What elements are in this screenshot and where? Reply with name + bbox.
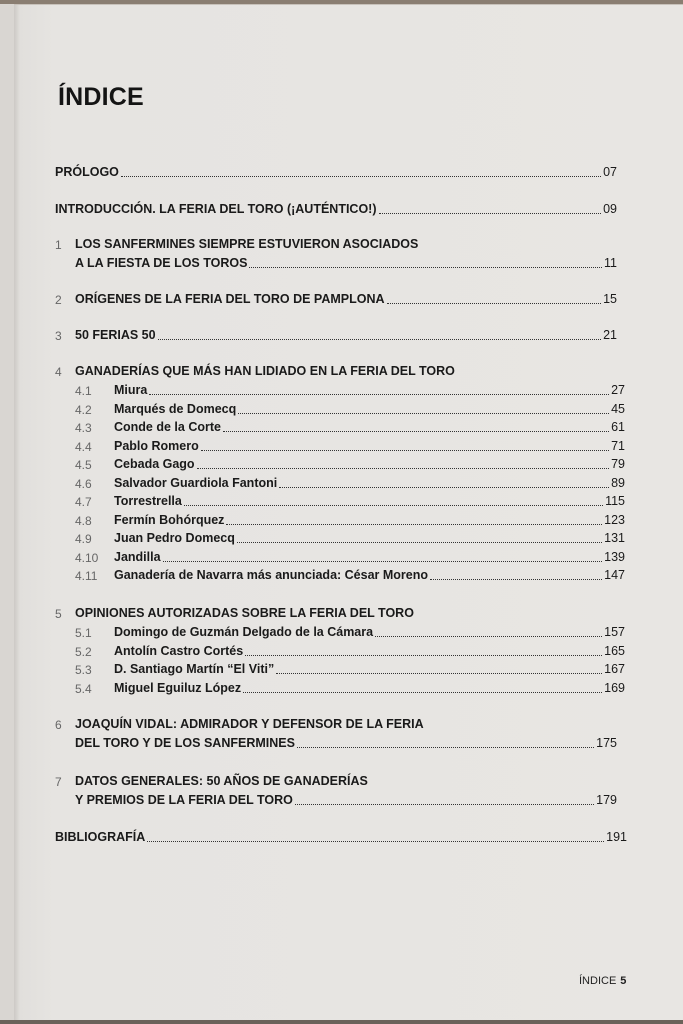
subsection-number: 4.8 [75, 513, 92, 528]
page-footer [579, 975, 626, 987]
chapter-number: 2 [55, 293, 62, 307]
subsection-number: 4.7 [75, 495, 92, 509]
entry-page: 21 [603, 328, 617, 342]
subsection-number: 4.1 [75, 384, 92, 398]
subsection-number: 4.4 [75, 439, 92, 454]
entry-page: 45 [611, 401, 625, 416]
entry-page: 169 [604, 680, 625, 695]
leader-dots [197, 468, 610, 469]
bottom-edge [0, 1020, 683, 1024]
entry-page: 89 [611, 475, 625, 490]
entry-label: 50 FERIAS 50 [75, 328, 156, 342]
entry-label: Miura [114, 383, 148, 397]
entry-label: Juan Pedro Domecq [114, 531, 235, 545]
entry-label: Jandilla [114, 549, 161, 564]
toc-chapter-1[interactable] [75, 255, 617, 271]
entry-page: 09 [603, 202, 617, 216]
toc-chapter-4[interactable] [75, 363, 455, 379]
toc-subsection-4-5[interactable] [114, 456, 625, 472]
leader-dots [223, 431, 609, 432]
entry-label: Cebada Gago [114, 457, 195, 471]
entry-label: Y PREMIOS DE LA FERIA DEL TORO [75, 793, 293, 807]
toc-chapter-3[interactable] [75, 327, 617, 343]
toc-subsection-4-10[interactable] [114, 549, 625, 565]
subsection-number: 5.3 [75, 663, 92, 677]
entry-label: Conde de la Corte [114, 420, 221, 434]
entry-label: Domingo de Guzmán Delgado de la Cámara [114, 625, 374, 639]
page-title: ÍNDICE [58, 83, 144, 111]
entry-label: DATOS GENERALES: 50 AÑOS DE GANADERÍAS [75, 774, 368, 788]
entry-page: 27 [611, 383, 625, 397]
leader-dots [379, 213, 602, 214]
subsection-number: 4.11 [75, 569, 98, 583]
entry-label: OPINIONES AUTORIZADAS SOBRE LA FERIA DEL TORO [75, 606, 414, 620]
toc-subsection-4-8[interactable] [114, 512, 625, 528]
chapter-number: 4 [55, 365, 62, 379]
subsection-number: 4.10 [75, 550, 99, 565]
toc-subsection-4-11[interactable] [114, 567, 625, 583]
toc-subsection-5-3[interactable] [114, 661, 625, 677]
subsection-number: 5.1 [75, 626, 92, 640]
toc-entry-bibliografia[interactable] [55, 829, 627, 845]
entry-label: DEL TORO Y DE LOS SANFERMINES [75, 736, 295, 750]
toc-subsection-4-9[interactable] [114, 530, 625, 546]
chapter-number: 3 [55, 329, 62, 343]
entry-page: 175 [596, 736, 617, 750]
entry-page: 61 [611, 420, 625, 434]
entry-page: 191 [606, 830, 627, 844]
leader-dots [149, 394, 609, 395]
entry-label: Fermín Bohórquez [114, 512, 225, 527]
leader-dots [243, 692, 602, 693]
entry-page: 79 [611, 457, 625, 471]
entry-page: 115 [605, 494, 625, 508]
toc-chapter-6[interactable] [75, 735, 617, 751]
entry-page: 165 [604, 643, 625, 658]
leader-dots [295, 804, 594, 805]
entry-label: D. Santiago Martín “El Viti” [114, 662, 275, 676]
entry-label: Ganadería de Navarra más anunciada: César Moreno [114, 568, 429, 582]
entry-page: 07 [603, 165, 617, 179]
leader-dots [279, 487, 609, 488]
toc-entry-prologo[interactable] [55, 164, 617, 180]
entry-page: 11 [604, 256, 617, 270]
subsection-number: 5.4 [75, 681, 92, 696]
toc-subsection-5-2[interactable] [114, 643, 625, 659]
entry-label: Miguel Eguiluz López [114, 680, 242, 695]
leader-dots [201, 450, 609, 451]
toc-subsection-4-3[interactable] [114, 419, 625, 435]
leader-dots [184, 505, 603, 506]
leader-dots [249, 267, 602, 268]
entry-label: INTRODUCCIÓN. LA FERIA DEL TORO (¡AUTÉNTICO!) [55, 202, 377, 216]
subsection-number: 4.3 [75, 421, 92, 435]
subsection-number: 4.6 [75, 476, 92, 491]
chapter-number: 5 [55, 607, 62, 621]
toc-chapter-2[interactable] [75, 291, 617, 307]
entry-label: JOAQUÍN VIDAL: ADMIRADOR Y DEFENSOR DE LA FERIA [75, 717, 424, 731]
leader-dots [276, 673, 602, 674]
toc-subsection-4-2[interactable] [114, 401, 625, 417]
toc-subsection-4-7[interactable] [114, 493, 625, 509]
entry-page: 71 [611, 438, 625, 453]
entry-page: 15 [603, 292, 617, 306]
entry-label: A LA FIESTA DE LOS TOROS [75, 256, 248, 270]
entry-label: Marqués de Domecq [114, 401, 237, 416]
toc-chapter-1-line1[interactable] [75, 236, 418, 252]
toc-subsection-4-4[interactable] [114, 438, 625, 454]
entry-label: Torrestrella [114, 494, 182, 508]
entry-page: 157 [604, 625, 625, 639]
leader-dots [121, 176, 601, 177]
footer-label: ÍNDICE [579, 975, 617, 987]
entry-label: LOS SANFERMINES SIEMPRE ESTUVIERON ASOCIADOS [75, 237, 419, 251]
subsection-number: 4.5 [75, 458, 92, 472]
footer-page-number: 5 [620, 975, 627, 987]
toc-entry-introduccion[interactable] [55, 201, 617, 217]
toc-subsection-4-6[interactable] [114, 475, 625, 491]
leader-dots [245, 655, 602, 656]
leader-dots [387, 303, 602, 304]
entry-label: BIBLIOGRAFÍA [55, 830, 146, 844]
entry-label: Pablo Romero [114, 438, 199, 453]
leader-dots [226, 524, 602, 525]
leader-dots [430, 579, 602, 580]
toc-subsection-4-1[interactable] [114, 382, 625, 398]
leader-dots [297, 747, 594, 748]
entry-page: 123 [604, 512, 625, 527]
leader-dots [237, 542, 602, 543]
toc-chapter-6-line1[interactable] [75, 716, 424, 732]
leader-dots [375, 636, 602, 637]
subsection-number: 5.2 [75, 644, 92, 659]
toc-chapter-5[interactable] [75, 605, 414, 621]
entry-label: PRÓLOGO [55, 165, 119, 179]
leader-dots [238, 413, 609, 414]
leader-dots [163, 561, 603, 562]
entry-label: ORÍGENES DE LA FERIA DEL TORO DE PAMPLONA [75, 292, 385, 306]
subsection-number: 4.2 [75, 402, 92, 417]
entry-page: 167 [604, 662, 625, 676]
entry-page: 179 [596, 793, 617, 807]
entry-label: Salvador Guardiola Fantoni [114, 475, 278, 490]
toc-subsection-5-1[interactable] [114, 624, 625, 640]
entry-label: Antolín Castro Cortés [114, 643, 244, 658]
chapter-number: 1 [55, 238, 62, 252]
leader-dots [158, 339, 602, 340]
entry-page: 139 [604, 549, 625, 564]
chapter-number: 6 [55, 718, 62, 732]
subsection-number: 4.9 [75, 532, 92, 546]
entry-label: GANADERÍAS QUE MÁS HAN LIDIADO EN LA FERIA DEL TORO [75, 364, 455, 378]
toc-chapter-7-line1[interactable] [75, 773, 368, 789]
toc-chapter-7[interactable] [75, 792, 617, 808]
chapter-number: 7 [55, 775, 62, 789]
entry-page: 147 [604, 568, 625, 582]
toc-subsection-5-4[interactable] [114, 680, 625, 696]
entry-page: 131 [604, 531, 625, 545]
leader-dots [147, 841, 604, 842]
